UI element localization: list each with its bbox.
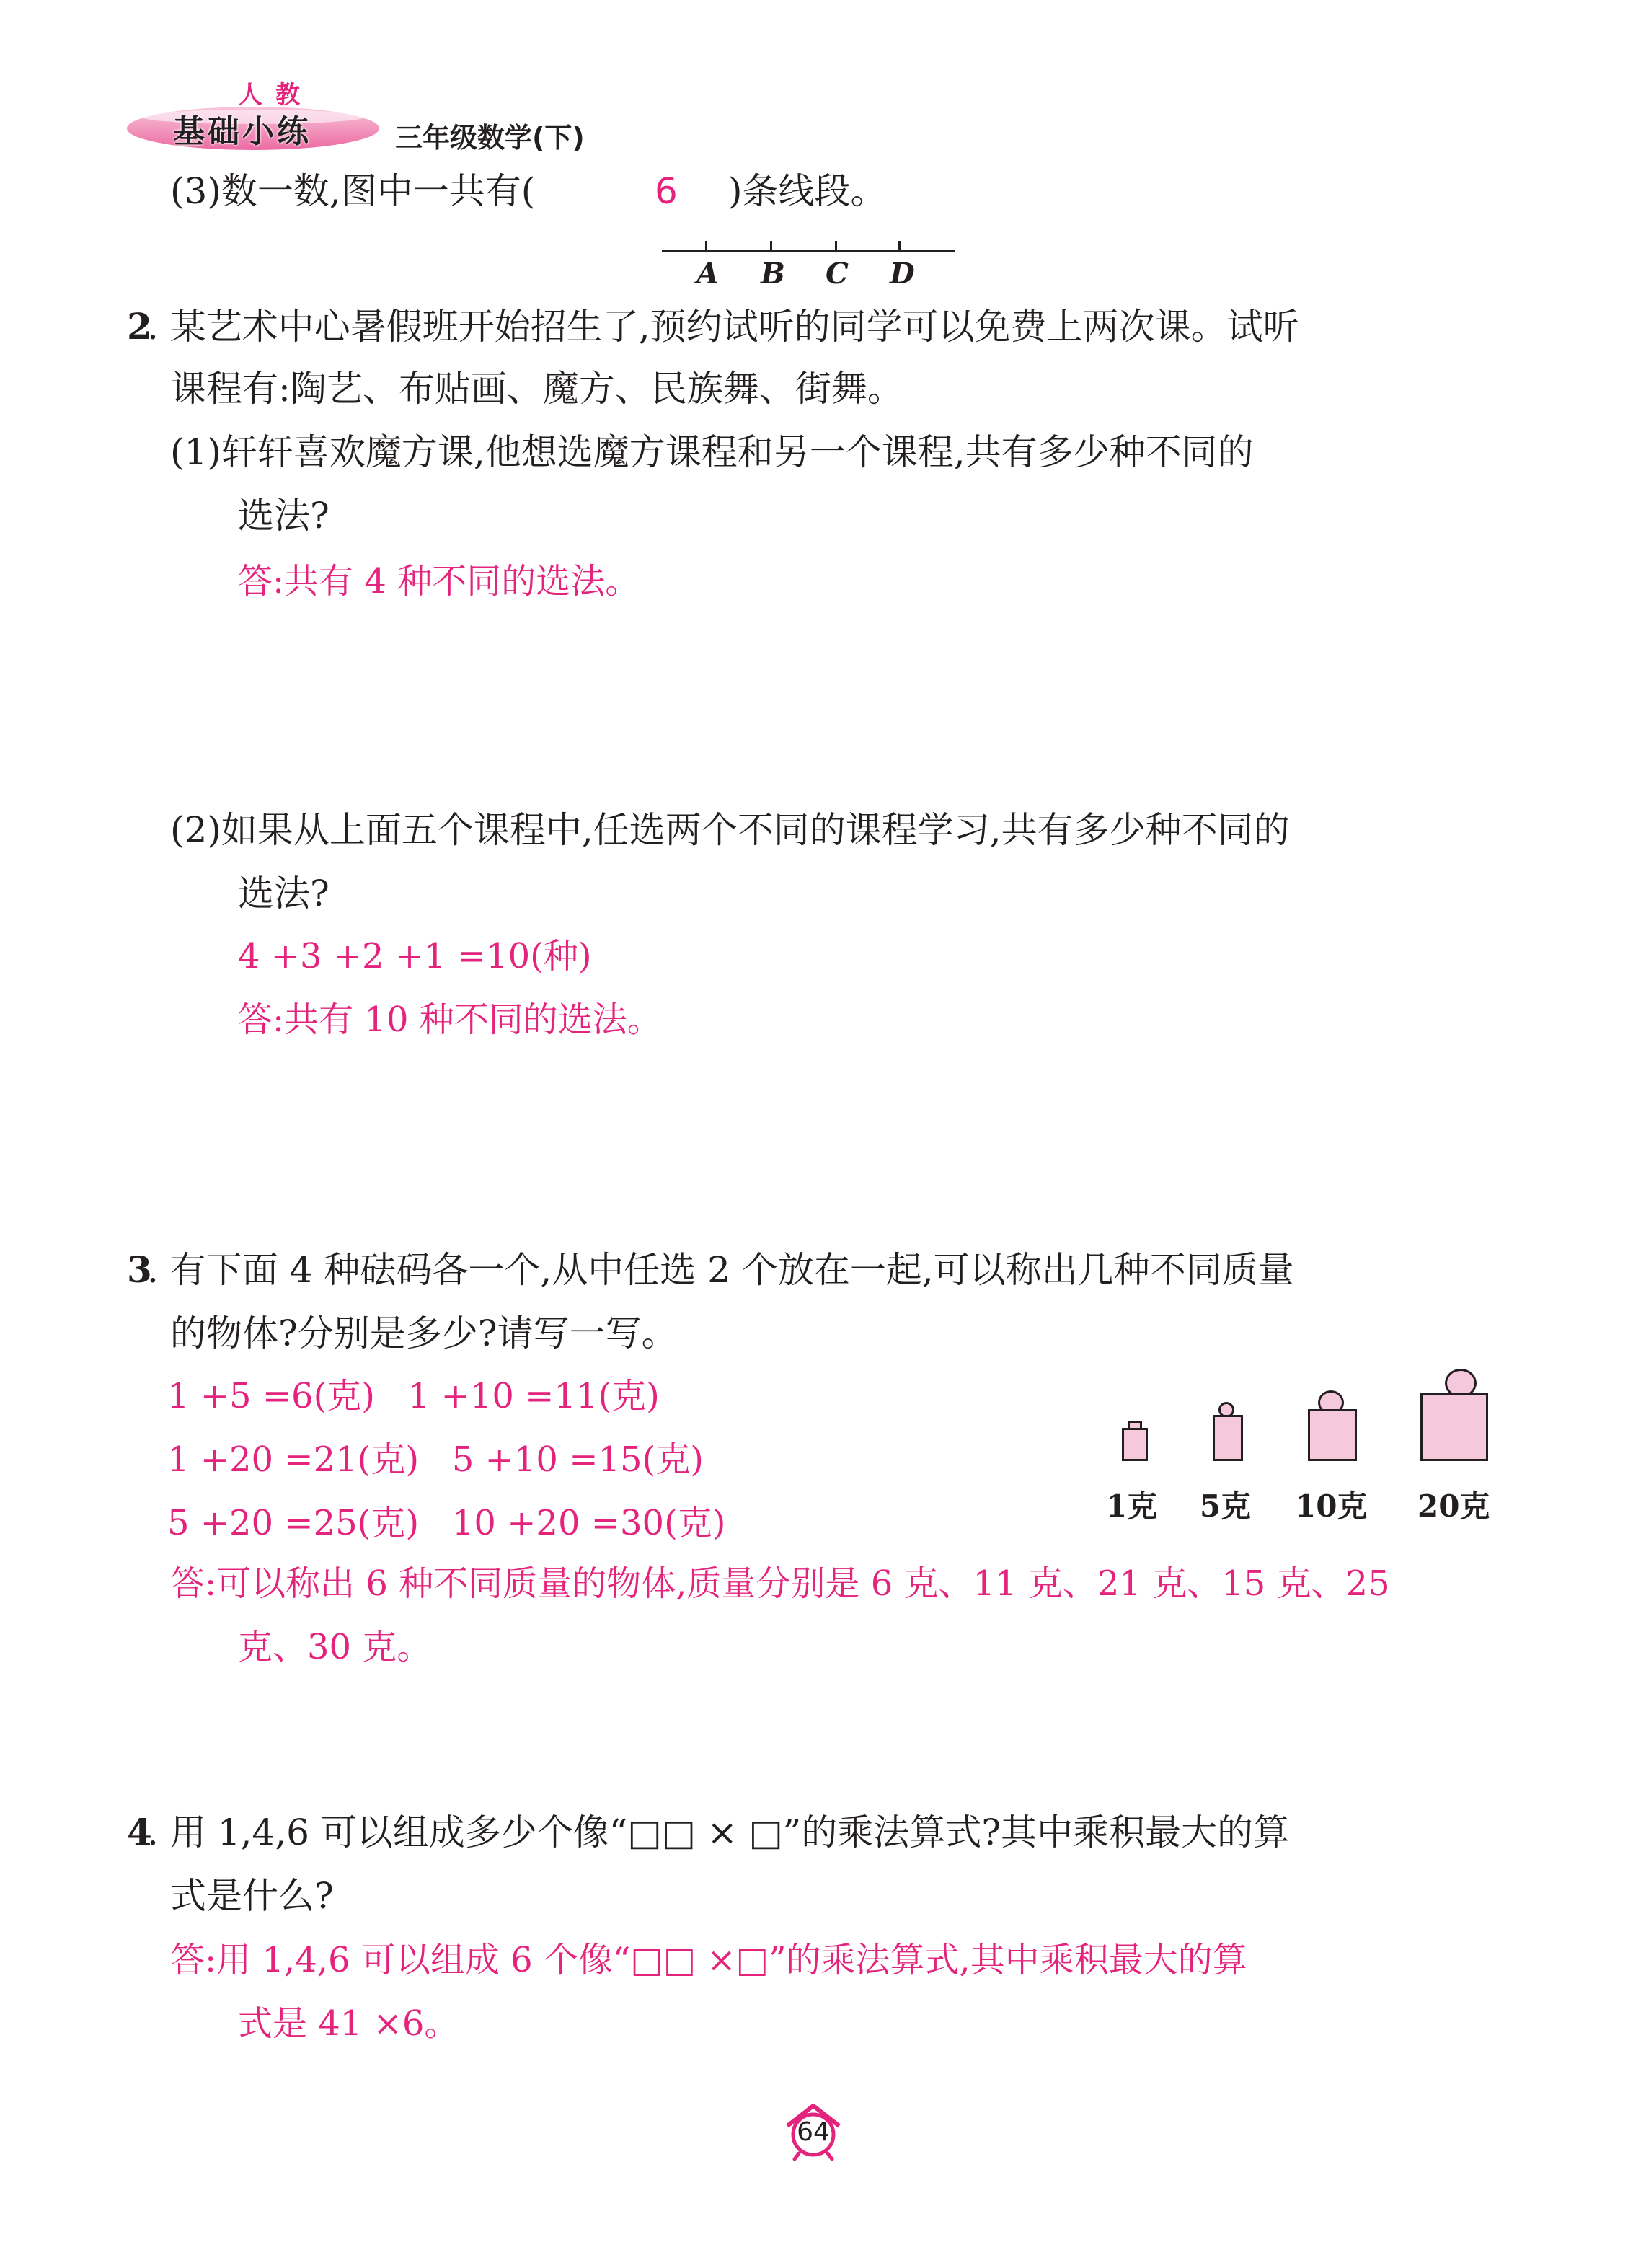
segment-tick: [898, 241, 901, 251]
q3-stem-line1: . 有下面 4 种砝码各一个,从中任选 2 个放在一起,可以称出几种不同质量: [147, 1249, 1294, 1291]
q3-answer-line1: 答:可以称出 6 种不同质量的物体,质量分别是 6 克、11 克、21 克、15 克、25: [170, 1563, 1390, 1604]
q2-part1-line1: (1)轩轩喜欢魔方课,他想选魔方课程和另一个课程,共有多少种不同的: [170, 431, 1254, 473]
q2-part2-answer: 答:共有 10 种不同的选法。: [238, 1000, 662, 1040]
q4-answer-line2: 式是 41 ×6。: [238, 2003, 459, 2044]
q1-3-answer: 6: [655, 170, 678, 212]
header-publisher: 人教: [238, 81, 313, 110]
header-grade: 三年级数学(下): [395, 122, 585, 154]
q2-part1-answer: 答:共有 4 种不同的选法。: [238, 561, 640, 601]
segment-tick: [770, 241, 772, 251]
q3-stem-line2: 的物体?分别是多少?请写一写。: [170, 1312, 678, 1354]
q2-part1-line2: 选法?: [238, 495, 329, 537]
header-brand: 基础小练: [173, 113, 311, 150]
q3-number: 3: [127, 1248, 152, 1291]
weight-label: 5克: [1200, 1488, 1252, 1524]
segment-tick: [835, 241, 837, 251]
q2-part2-line1: (2)如果从上面五个课程中,任选两个不同的课程学习,共有多少种不同的: [170, 809, 1290, 851]
weight-label: 10克: [1295, 1488, 1368, 1524]
segment-tick: [705, 241, 707, 251]
point-label: A: [696, 257, 720, 291]
weight-label: 1克: [1106, 1488, 1158, 1524]
q2-stem-line2: 课程有:陶艺、布贴画、魔方、民族舞、街舞。: [170, 368, 903, 410]
q3-answer-line2: 克、30 克。: [238, 1627, 432, 1667]
q2-part2-line2: 选法?: [238, 873, 329, 914]
page-number: 64: [797, 2117, 830, 2147]
q3-work-line: 1 +5 =6(克) 1 +10 =11(克): [167, 1376, 660, 1416]
q1-3-text-after: )条线段。: [728, 170, 887, 212]
q4-stem-line1: . 用 1,4,6 可以组成多少个像“□□ × □”的乘法算式?其中乘积最大的算: [147, 1812, 1290, 1853]
point-label: B: [761, 257, 785, 291]
q3-work-line: 1 +20 =21(克) 5 +10 =15(克): [167, 1439, 704, 1480]
weight-label: 20克: [1417, 1488, 1490, 1524]
q3-work-line: 5 +20 =25(克) 10 +20 =30(克): [167, 1503, 726, 1543]
point-label: D: [890, 257, 915, 291]
q4-number: 4: [127, 1811, 152, 1853]
q2-number: 2: [127, 305, 152, 348]
q4-answer-line1: 答:用 1,4,6 可以组成 6 个像“□□ ×□”的乘法算式,其中乘积最大的算: [170, 1940, 1247, 1980]
q2-stem-line1: . 某艺术中心暑假班开始招生了,预约试听的同学可以免费上两次课。试听: [147, 306, 1299, 348]
point-label: C: [826, 257, 849, 291]
q2-part2-work: 4 +3 +2 +1 =10(种): [238, 936, 592, 976]
q1-3-text-before: (3)数一数,图中一共有(: [170, 170, 536, 212]
q4-stem-line2: 式是什么?: [170, 1875, 334, 1917]
